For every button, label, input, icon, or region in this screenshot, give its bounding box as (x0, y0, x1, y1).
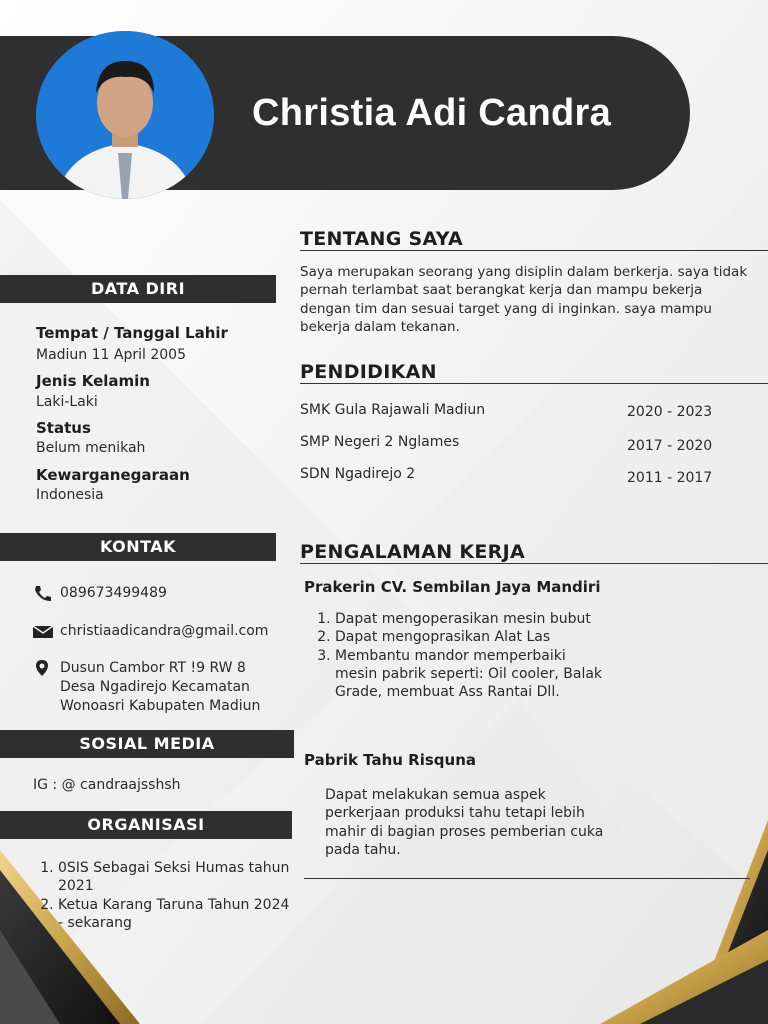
school-name: SDN Ngadirejo 2 (300, 466, 416, 482)
school-years: 2011 - 2017 (627, 470, 713, 486)
job-description: Dapat melakukan semua aspek perkerjaan produksi tahu tetapi lebih mahir di bagian proses pemberian cuka pada tahu. (325, 787, 604, 858)
address-text: Dusun Cambor RT !9 RW 8 Desa Ngadirejo Kecamatan Wonoasri Kabupaten Madiun (60, 660, 261, 714)
location-icon (32, 659, 54, 677)
status-value: Belum menikah (36, 440, 146, 456)
tentang-heading: TENTANG SAYA (300, 228, 463, 250)
school-years: 2020 - 2023 (627, 404, 713, 420)
status-label: Status (36, 419, 91, 437)
phone-icon (32, 584, 54, 602)
phone-row (32, 584, 167, 603)
list-item: 1. Dapat mengoperasikan mesin bubut (335, 610, 603, 628)
email-row (32, 622, 268, 641)
organisasi-list (38, 859, 298, 932)
divider (300, 250, 768, 251)
gender-value: Laki-Laki (36, 394, 98, 410)
email-address[interactable]: christiaadicandra@gmail.com (60, 623, 269, 639)
list-item: 3. Membantu mandor memperbaiki mesin pabrik seperti: Oil cooler, Balak Grade, membuat Ass Rantai Dll. (335, 647, 603, 702)
organisasi-heading: ORGANISASI (0, 811, 292, 839)
person-name: Christia Adi Candra (252, 92, 612, 134)
list-item: 1. 0SIS Sebagai Seksi Humas tahun 2021 (58, 859, 298, 896)
sosial-media-heading: SOSIAL MEDIA (0, 730, 294, 758)
job-title: Prakerin CV. Sembilan Jaya Mandiri (304, 578, 601, 596)
list-item: 2. Ketua Karang Taruna Tahun 2024 - sekarang (58, 896, 298, 933)
mail-icon (32, 622, 54, 640)
school-years: 2017 - 2020 (627, 438, 713, 454)
school-name: SMP Negeri 2 Nglames (300, 434, 460, 450)
pengalaman-heading: PENGALAMAN KERJA (300, 541, 525, 563)
data-diri-heading: DATA DIRI (0, 275, 276, 303)
divider (300, 383, 768, 384)
birth-label: Tempat / Tanggal Lahir (36, 324, 228, 342)
job-title: Pabrik Tahu Risquna (304, 751, 477, 769)
gender-label: Jenis Kelamin (36, 372, 150, 390)
kontak-heading: KONTAK (0, 533, 276, 561)
phone-number[interactable]: 089673499489 (60, 585, 167, 601)
citizenship-value: Indonesia (36, 487, 104, 503)
tentang-text: Saya merupakan seorang yang disiplin dalam berkerja. saya tidak pernah terlambat saat berangkat kerja dan mampu bekerja dengan tim dan sesuai target yang di inginkan. saya mampu bekerja dalam tekanan. (300, 264, 748, 335)
job-duties-list (315, 610, 603, 701)
pendidikan-heading: PENDIDIKAN (300, 361, 437, 383)
divider (304, 878, 750, 879)
divider (300, 563, 768, 564)
profile-photo (36, 31, 214, 199)
instagram-handle[interactable]: IG : @ candraajsshsh (33, 777, 181, 793)
list-item: 2. Dapat mengoprasikan Alat Las (335, 628, 603, 646)
school-name: SMK Gula Rajawali Madiun (300, 402, 486, 418)
address-row (32, 659, 282, 716)
citizenship-label: Kewarganegaraan (36, 466, 190, 484)
birth-value: Madiun 11 April 2005 (36, 347, 186, 363)
